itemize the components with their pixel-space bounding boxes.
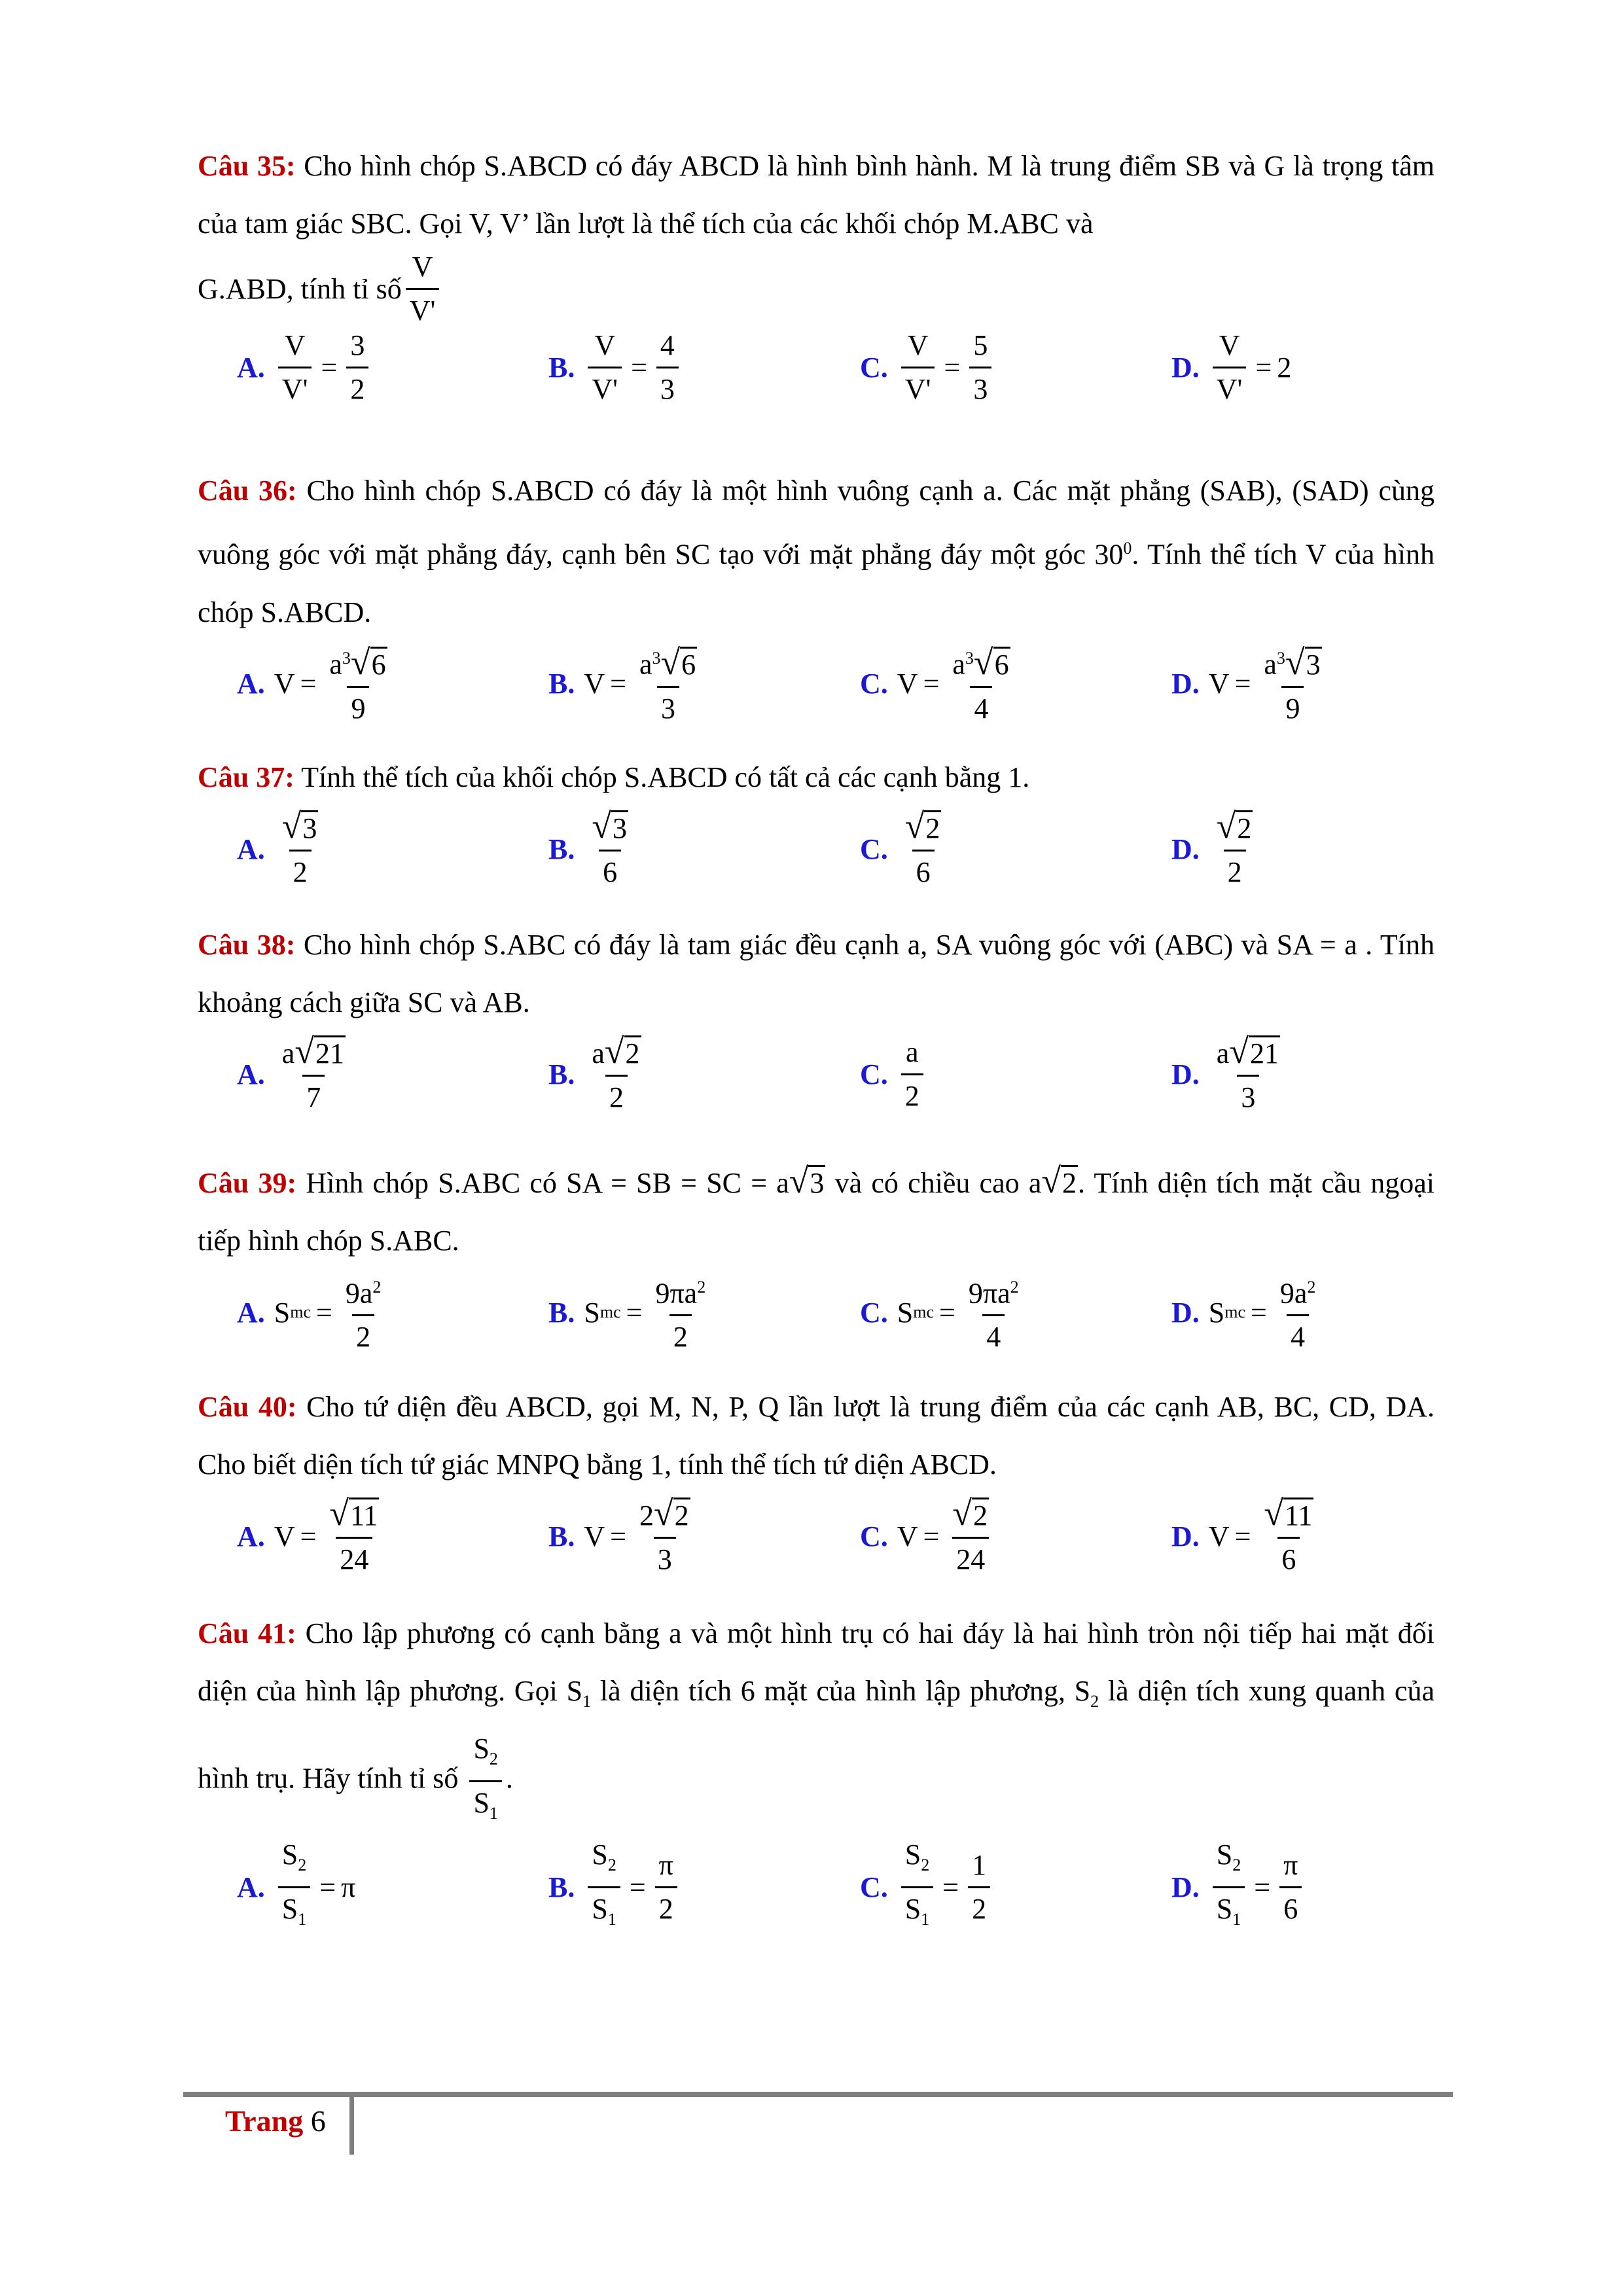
question-36	[198, 462, 1435, 726]
question-40	[198, 1378, 1435, 1579]
option-d[interactable]: D. V = $\frac{a^3√3}{9}$	[1171, 641, 1330, 726]
option-d[interactable]: D. $\frac{S_2}{S_1}$ = $\frac{\pi}{6}$	[1171, 1844, 1306, 1929]
ratio-fraction: $\frac{S_2}{S_1}$	[469, 1731, 501, 1832]
footer-rule	[183, 2092, 1453, 2097]
option-d[interactable]: D. $\frac{a√21}{3}$	[1171, 1031, 1288, 1117]
question-label: Câu 37:	[198, 761, 294, 793]
option-c[interactable]: C. V = $\frac{a^3√6}{4}$	[860, 641, 1018, 726]
option-d[interactable]: D. $\frac{√2}{2}$	[1171, 806, 1260, 891]
option-b[interactable]: B. S mc = $\frac{9\pi a^2}{2}$	[548, 1270, 713, 1355]
option-a[interactable]: A. $\frac{√3}{2}$	[237, 806, 326, 891]
option-b[interactable]: B. V = $\frac{a^3√6}{3}$	[548, 641, 705, 726]
question-stem: Câu 35: Cho hình chóp S.ABCD có đáy ABCD là hình bình hành. M là trung điểm SB và G là trọng tâm của tam giác SBC. Gọi V, V’ lần lượt là thể tích của các khối chóp M.ABC và	[198, 150, 1435, 240]
question-stem: Câu 40: Cho tứ diện đều ABCD, gọi M, N, P, Q lần lượt là trung điểm của các cạnh AB, BC, CD, DA. Cho biết diện tích tứ giác MNPQ bằng 1, tính thể tích tứ diện ABCD.	[198, 1391, 1435, 1480]
option-a[interactable]: A. $\frac{V}{V'}$ = $\frac{3}{2}$	[237, 325, 372, 410]
option-d[interactable]: D. $\frac{V}{V'}$ = 2	[1171, 325, 1291, 410]
option-a[interactable]: A. $\frac{a√21}{7}$	[237, 1031, 353, 1117]
question-label: Câu 35:	[198, 150, 296, 182]
answer-options	[198, 641, 1435, 726]
question-41	[198, 1605, 1435, 1929]
question-stem: Câu 37: Tính thể tích của khối chóp S.ABCD có tất cả các cạnh bằng 1.	[198, 761, 1030, 793]
option-c[interactable]: C. V = $\frac{√2}{24}$	[860, 1494, 997, 1579]
answer-options	[198, 325, 1435, 410]
option-a[interactable]: A. V = $\frac{a^3√6}{9}$	[237, 641, 395, 726]
question-label: Câu 39:	[198, 1167, 297, 1199]
ratio-fraction: $\frac{V}{V'}$	[406, 249, 440, 329]
question-38	[198, 916, 1435, 1117]
question-37	[198, 749, 1435, 891]
answer-options	[198, 806, 1435, 891]
option-a[interactable]: A. $\frac{S_2}{S_1}$ = π	[237, 1844, 355, 1929]
question-label: Câu 38:	[198, 929, 296, 961]
question-label: Câu 41:	[198, 1617, 296, 1649]
question-stem: Câu 36: Cho hình chóp S.ABCD có đáy là một hình vuông cạnh a. Các mặt phẳng (SAB), (SAD) cùng vuông góc với mặt phẳng đáy, cạnh bên SC tạo với mặt phẳng đáy một góc $30^0$. Tính thể tích V của hình chóp S.ABCD.	[198, 475, 1435, 628]
option-b[interactable]: B. V = $\frac{2√2}{3}$	[548, 1494, 698, 1579]
question-stem: Câu 38: Cho hình chóp S.ABC có đáy là tam giác đều cạnh a, SA vuông góc với (ABC) và SA = a . Tính khoảng cách giữa SC và AB.	[198, 929, 1435, 1018]
question-stem: Câu 41: Cho lập phương có cạnh bằng a và một hình trụ có hai đáy là hai hình tròn nội tiếp hai mặt đối diện của hình lập phương. Gọi $S_1$ là diện tích 6 mặt của hình lập phương, $S_2$ là diện tích xung quanh của hình trụ. Hãy tính tỉ số $\frac{S_2}{S_1}$ .	[198, 1605, 1435, 1831]
option-c[interactable]: C. $\frac{√2}{6}$	[860, 806, 949, 891]
option-d[interactable]: D. V = $\frac{√11}{6}$	[1171, 1494, 1321, 1579]
answer-options	[198, 1494, 1435, 1579]
question-label: Câu 40:	[198, 1391, 297, 1423]
option-d[interactable]: D. S mc = $\frac{9a^2}{4}$	[1171, 1270, 1323, 1355]
option-b[interactable]: B. $\frac{V}{V'}$ = $\frac{4}{3}$	[548, 325, 683, 410]
option-c[interactable]: C. $\frac{S_2}{S_1}$ = $\frac{1}{2}$	[860, 1844, 994, 1929]
question-39	[198, 1152, 1435, 1355]
page-number: Trang 6	[225, 2104, 326, 2138]
option-a[interactable]: A. S mc = $\frac{9a^2}{2}$	[237, 1270, 389, 1355]
option-c[interactable]: C. S mc = $\frac{9\pi a^2}{4}$	[860, 1270, 1027, 1355]
question-35: Câu 35: Cho hình chóp S.ABCD có đáy ABCD là hình bình hành. M là trung điểm SB và G là trọng tâm của tam giác SBC. Gọi V, V’ lần lượt là thể tích của các khối chóp M.ABC và G.ABD, tính tỉ số $\frac{V}{V'}$ A. $\frac{V}{V'}$ = $\frac{3}{2}$ B. $\frac{V}{V'}$ = $\frac{4}{3}$ C. $\frac{V}{V'}$ = $\frac{5}{3}$ D. $\frac{V}{V'}$ = 2	[198, 137, 1435, 410]
option-b[interactable]: B. $\frac{√3}{6}$	[548, 806, 636, 891]
option-c[interactable]: C. $\frac{a}{2}$	[860, 1031, 927, 1117]
question-stem: Câu 39: Hình chóp S.ABC có SA = SB = SC = a√3 và có chiều cao a√2. Tính diện tích mặt cầu ngoại tiếp hình chóp S.ABC.	[198, 1161, 1435, 1257]
option-a[interactable]: A. V = $\frac{√11}{24}$	[237, 1494, 387, 1579]
option-c[interactable]: C. $\frac{V}{V'}$ = $\frac{5}{3}$	[860, 325, 995, 410]
option-b[interactable]: B. $\frac{S_2}{S_1}$ = $\frac{\pi}{2}$	[548, 1844, 681, 1929]
footer-separator	[349, 2092, 354, 2155]
option-b[interactable]: B. $\frac{a√2}{2}$	[548, 1031, 649, 1117]
question-label: Câu 36:	[198, 475, 297, 507]
answer-options	[198, 1031, 1435, 1117]
answer-options	[198, 1270, 1435, 1355]
answer-options	[198, 1839, 1435, 1929]
